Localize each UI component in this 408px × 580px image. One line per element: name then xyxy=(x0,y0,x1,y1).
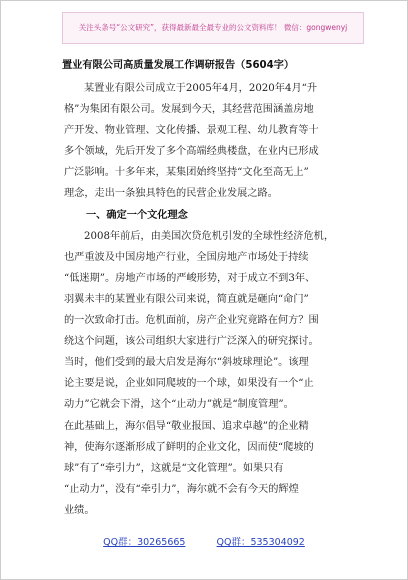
paragraph-section-1 xyxy=(64,226,360,521)
qq-group-link-2[interactable]: QQ群：535304092 xyxy=(216,537,305,548)
footer xyxy=(0,534,408,548)
text-line: 绕这个问题，该公司组织大家进行广泛深入的研究探讨。 xyxy=(64,336,319,348)
text-line: 业绩。 xyxy=(64,504,95,516)
text-line: 多个领域，先后开发了多个高端经典楼盘，在业内已形成 xyxy=(64,146,319,158)
text-line: 格”为集团有限公司。发展到今天，其经营范围涵盖房地 xyxy=(64,104,314,116)
promo-banner: 关注头条号“公文研究”，获得最新最全最专业的公文资料库！ 微信：gongwenyj xyxy=(62,12,364,44)
text-line: 产开发、物业管理、文化传播、景观工程、幼儿教育等十 xyxy=(64,125,319,137)
document-body xyxy=(64,78,360,521)
text-line: 球”有了“牵引力”，这就是“文化管理”。如果只有 xyxy=(64,462,284,474)
text-line: 神，使海尔逐渐形成了鲜明的企业文化，因而使“爬坡的 xyxy=(64,441,314,453)
text-line: 论主要是说，企业如同爬坡的一个球，如果没有一个“止 xyxy=(64,378,314,390)
text-line: 也严重波及中国房地产行业，全国房地产市场处于持续 xyxy=(64,251,309,263)
text-line: 广泛影响。十多年来，某集团始终坚持“文化至高无上” xyxy=(64,167,309,179)
text-line: “低迷期”。房地产市场的严峻形势，对于成立不到3年、 xyxy=(64,272,316,284)
section-heading: 一、确定一个文化理念 xyxy=(86,209,188,221)
qq-group-link-1[interactable]: QQ群：30265665 xyxy=(103,537,186,548)
text-line: 在此基础上，海尔倡导“敬业报国、追求卓越”的企业精 xyxy=(64,420,309,432)
text-line: 的一次致命打击。危机面前，房产企业究竟路在何方？围 xyxy=(64,315,319,327)
text-line: 2008年前后，由美国次贷危机引发的全球性经济危机， xyxy=(84,230,335,242)
text-line: 当时，他们受到的最大启发是海尔“斜坡球理论”。该理 xyxy=(64,357,309,369)
text-line: 羽翼未丰的某置业有限公司来说，简直就是砸向“命门” xyxy=(64,293,309,305)
document-title: 置业有限公司高质量发展工作调研报告（5604字） xyxy=(62,60,295,71)
paragraph-intro xyxy=(64,78,360,205)
text-line: “止动力”，没有“牵引力”，海尔就不会有今天的辉煌 xyxy=(64,483,299,495)
text-line: 某置业有限公司成立于2005年4月，2020年4月“升 xyxy=(84,83,318,94)
text-line: 动力”它就会下滑，这个“止动力”就是“制度管理”。 xyxy=(64,399,294,411)
text-line: 理念，走出一条独具特色的民营企业发展之路。 xyxy=(64,188,278,200)
